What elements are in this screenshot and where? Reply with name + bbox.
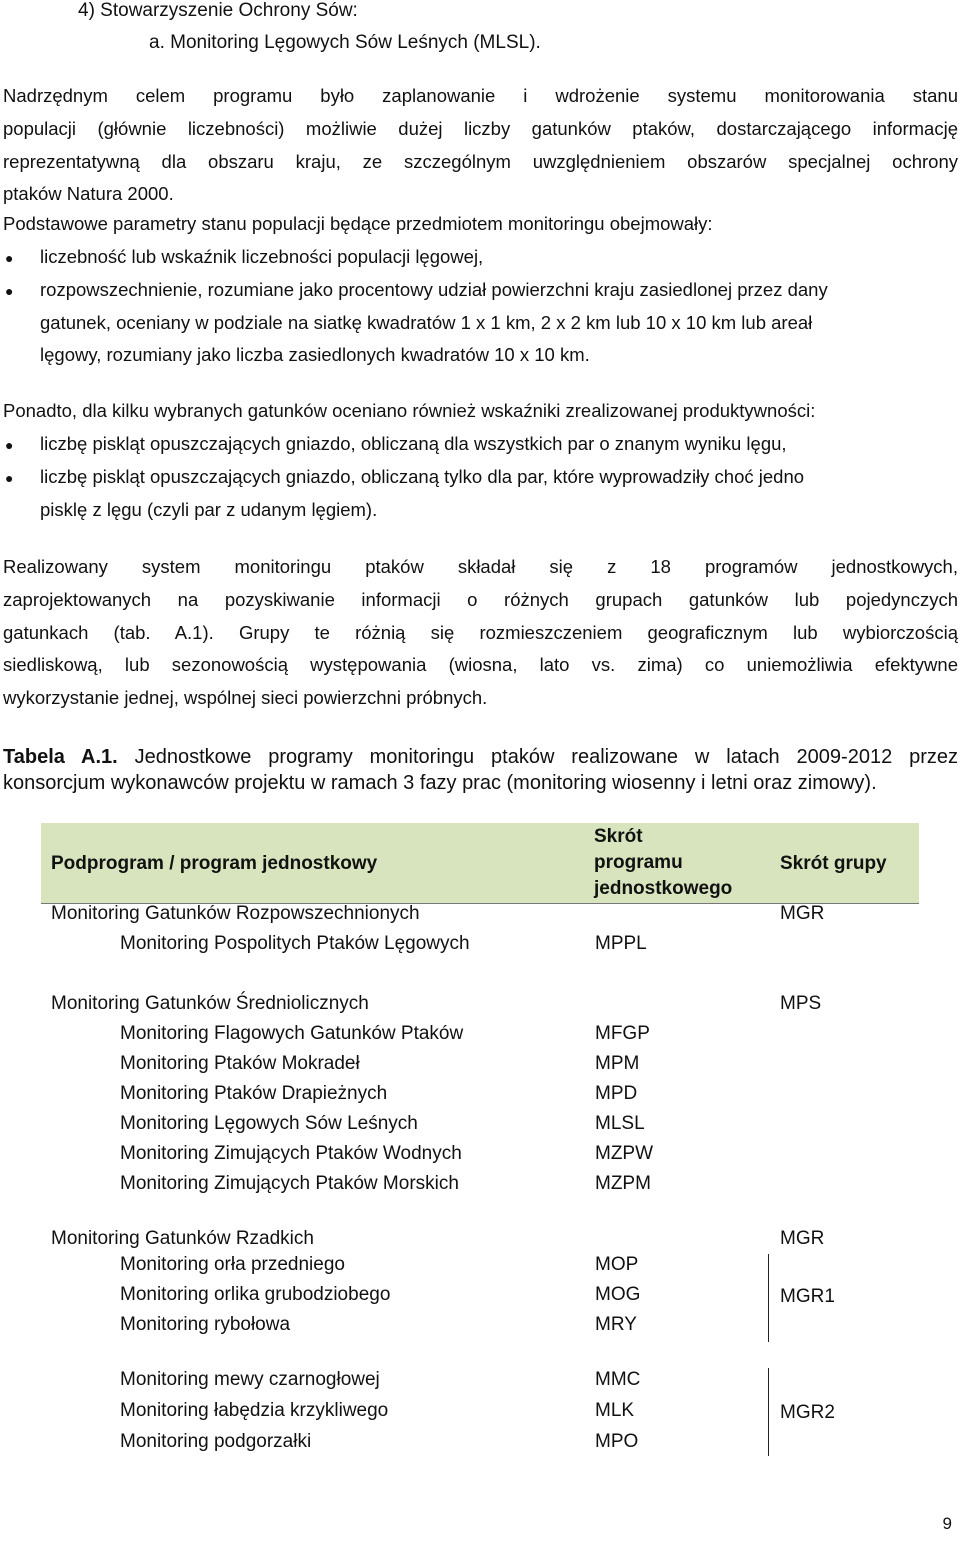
group-bracket <box>768 1254 769 1342</box>
table-row-program: Monitoring Zimujących Ptaków Wodnych <box>120 1143 462 1164</box>
paragraph-goal <box>3 80 958 211</box>
bullet-icon: ● <box>5 437 14 453</box>
text-line: wykorzystanie jednej, wspólnej sieci powierzchni próbnych. <box>3 687 488 709</box>
table-row-program: Monitoring Ptaków Drapieżnych <box>120 1083 388 1104</box>
table-row-program: Monitoring orła przedniego <box>120 1254 345 1275</box>
table-row-abbr: MOP <box>595 1254 639 1275</box>
table-row-program: Monitoring Zimujących Ptaków Morskich <box>120 1173 459 1194</box>
header-abbr-line1: Skrót <box>594 826 643 847</box>
text-line: Realizowany system monitoringu ptaków składał się z 18 programów jednostkowych, <box>3 556 958 577</box>
text-line: populacji (głównie liczebności) możliwie dużej liczby gatunków ptaków, dostarczającego informację <box>3 117 958 139</box>
table-row-program: Monitoring podgorzałki <box>120 1431 312 1452</box>
table-row-group: MGR <box>780 1228 825 1249</box>
subsection-heading: a. Monitoring Lęgowych Sów Leśnych (MLSL). <box>149 32 541 53</box>
text-line: Nadrzędnym celem programu było zaplanowanie i wdrożenie systemu monitorowania stanu <box>3 85 958 106</box>
caption-label: Tabela A.1. <box>3 746 118 768</box>
header-abbr-line2: programu <box>594 852 683 873</box>
table-row-program: Monitoring mewy czarnogłowej <box>120 1369 380 1390</box>
paragraph-system <box>3 551 958 715</box>
text-line: siedliskową, lub sezonowością występowania (wiosna, lato vs. zima) co uniemożliwia efektywne <box>3 654 958 676</box>
text-line: reprezentatywną dla obszaru kraju, ze szczególnym uwzględnieniem obszarów specjalnej ochrony <box>3 150 958 172</box>
table-row-group: MGR1 <box>780 1286 835 1307</box>
header-group: Skrót grupy <box>780 853 887 874</box>
table-row-program: Monitoring orlika grubodziobego <box>120 1284 391 1305</box>
table-caption <box>3 744 958 796</box>
table-row-group: MGR2 <box>780 1402 835 1423</box>
table-row-abbr: MPM <box>595 1053 640 1074</box>
bullet-text: rozpowszechnienie, rozumiane jako procentowy udział powierzchni kraju zasiedlonej przez dany <box>40 279 828 300</box>
bullet-text: liczbę piskląt opuszczających gniazdo, obliczaną dla wszystkich par o znanym wyniku lęgu, <box>40 433 787 454</box>
header-program: Podprogram / program jednostkowy <box>51 853 378 874</box>
table-row-abbr: MZPW <box>595 1143 654 1164</box>
table-row-group: MGR <box>780 903 825 924</box>
table-row-abbr: MPD <box>595 1083 638 1104</box>
table-row-abbr: MPO <box>595 1431 639 1452</box>
table-row-abbr: MOG <box>595 1284 641 1305</box>
group-bracket <box>768 1368 769 1456</box>
table-row-abbr: MRY <box>595 1314 637 1335</box>
text-line: ptaków Natura 2000. <box>3 183 174 205</box>
table-row-program: Monitoring Gatunków Rzadkich <box>51 1228 314 1249</box>
caption-line: Jednostkowe programy monitoringu ptaków realizowane w latach 2009-2012 przez <box>117 746 958 768</box>
page-number: 9 <box>942 1514 952 1533</box>
paragraph-parameters-intro: Podstawowe parametry stanu populacji będące przedmiotem monitoringu obejmowały: <box>3 213 713 234</box>
bullet-icon: ● <box>5 283 14 299</box>
table-row-abbr: MMC <box>595 1369 641 1390</box>
table-row-program: Monitoring Gatunków Rozpowszechnionych <box>51 903 420 924</box>
paragraph-productivity-intro: Ponadto, dla kilku wybranych gatunków oceniano również wskaźniki zrealizowanej produktywności: <box>3 400 816 421</box>
section-heading: 4) Stowarzyszenie Ochrony Sów: <box>78 0 358 21</box>
table-row-program: Monitoring Pospolitych Ptaków Lęgowych <box>120 933 470 954</box>
bullet-text: lęgowy, rozumiany jako liczba zasiedlonych kwadratów 10 x 10 km. <box>40 344 590 365</box>
caption-line: konsorcjum wykonawców projektu w ramach 3 fazy prac (monitoring wiosenny i letni oraz zimowy). <box>3 772 877 794</box>
table-row-program: Monitoring Gatunków Średniolicznych <box>51 993 369 1014</box>
table-row-program: Monitoring Ptaków Mokradeł <box>120 1053 360 1074</box>
bullet-icon: ● <box>5 470 14 486</box>
table-row-abbr: MFGP <box>595 1023 650 1044</box>
table-row-abbr: MLSL <box>595 1113 645 1134</box>
table-row-program: Monitoring Flagowych Gatunków Ptaków <box>120 1023 464 1044</box>
table-row-program: Monitoring rybołowa <box>120 1314 291 1335</box>
bullet-icon: ● <box>5 250 14 266</box>
bullet-text: liczebność lub wskaźnik liczebności populacji lęgowej, <box>40 246 484 267</box>
table-row-abbr: MLK <box>595 1400 635 1421</box>
text-line: zaprojektowanych na pozyskiwanie informacji o różnych grupach gatunków lub pojedynczych <box>3 588 958 610</box>
table-row-abbr: MPPL <box>595 933 647 954</box>
bullet-text: pisklę z lęgu (czyli par z udanym lęgiem). <box>40 499 378 520</box>
bullet-text: gatunek, oceniany w podziale na siatkę kwadratów 1 x 1 km, 2 x 2 km lub 10 x 10 km lub areał <box>40 312 813 333</box>
table-row-program: Monitoring łabędzia krzykliwego <box>120 1400 389 1421</box>
table-row-group: MPS <box>780 993 822 1014</box>
table-row-program: Monitoring Lęgowych Sów Leśnych <box>120 1113 418 1134</box>
header-abbr-line3: jednostkowego <box>594 878 733 899</box>
text-line: gatunkach (tab. A.1). Grupy te różnią się rozmieszczeniem geograficznym lub wybiorczością <box>3 621 958 643</box>
bullet-text: liczbę piskląt opuszczających gniazdo, obliczaną tylko dla par, które wyprowadziły choć jedno <box>40 466 805 487</box>
table-row-abbr: MZPM <box>595 1173 651 1194</box>
table-header <box>41 823 919 904</box>
